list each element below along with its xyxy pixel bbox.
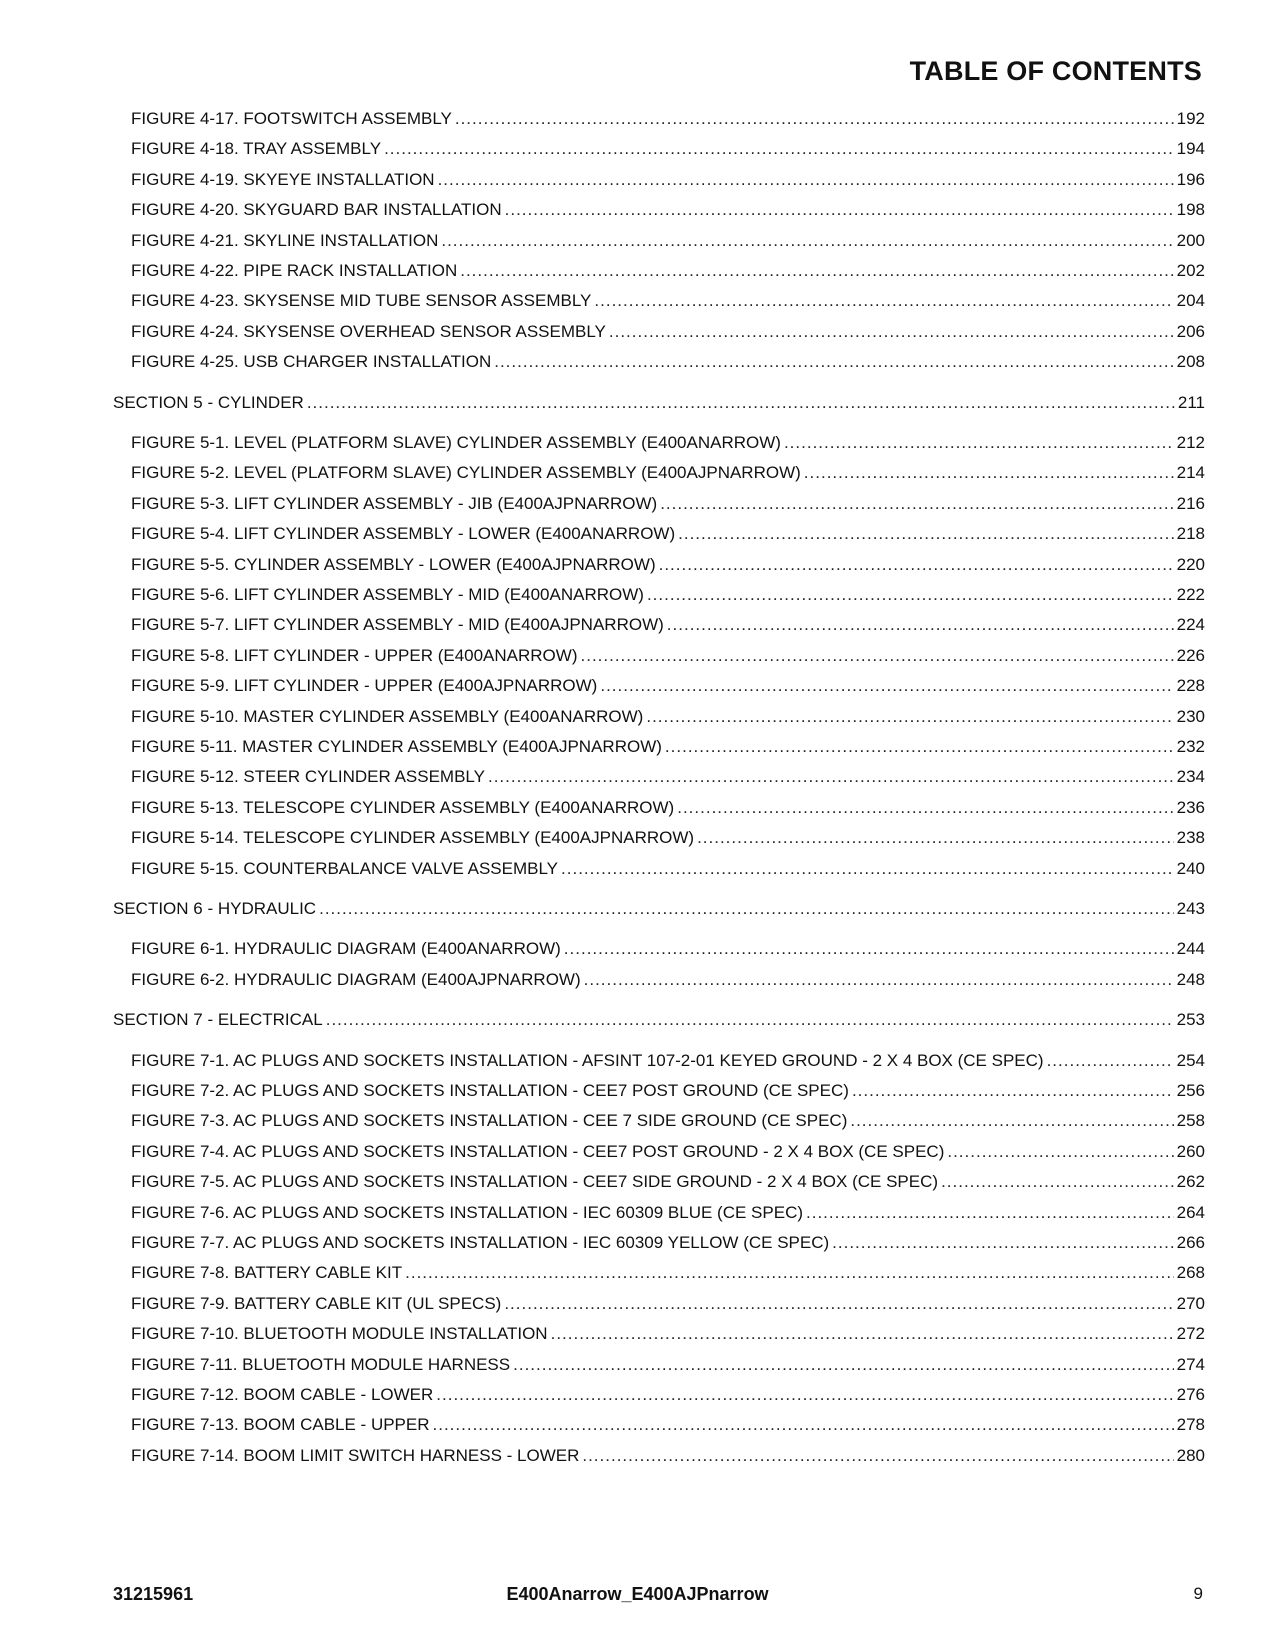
toc-section-entry[interactable] xyxy=(113,898,1205,920)
toc-entry-label: SECTION 6 - HYDRAULIC xyxy=(113,899,317,918)
toc-figure-entry[interactable] xyxy=(131,1293,1205,1315)
toc-entry-label: FIGURE 5-5. CYLINDER ASSEMBLY - LOWER (E400AJPNARROW) xyxy=(131,554,656,574)
dot-leader xyxy=(436,1384,1173,1406)
toc-entry-page: 253 xyxy=(1176,1010,1205,1030)
toc-figure-entry[interactable] xyxy=(131,108,1205,130)
dot-leader xyxy=(438,169,1174,191)
toc-entry-label: FIGURE 7-14. BOOM LIMIT SWITCH HARNESS - LOWER xyxy=(131,1445,580,1465)
toc-entry-label: FIGURE 5-2. LEVEL (PLATFORM SLAVE) CYLINDER ASSEMBLY (E400AJPNARROW) xyxy=(131,463,801,483)
dot-leader xyxy=(594,290,1173,312)
toc-entry-page: 254 xyxy=(1176,1050,1205,1070)
toc-entry-label: FIGURE 5-3. LIFT CYLINDER ASSEMBLY - JIB (E400AJPNARROW) xyxy=(131,493,658,513)
toc-entry-label: FIGURE 4-23. SKYSENSE MID TUBE SENSOR ASSEMBLY xyxy=(131,291,592,311)
toc-figure-entry[interactable] xyxy=(131,938,1205,960)
toc-entry-label: FIGURE 5-13. TELESCOPE CYLINDER ASSEMBLY (E400ANARROW) xyxy=(131,797,675,817)
toc-entry-label: FIGURE 5-1. LEVEL (PLATFORM SLAVE) CYLINDER ASSEMBLY (E400ANARROW) xyxy=(131,433,781,452)
toc-entry-page: 258 xyxy=(1176,1111,1205,1131)
toc-entry-page: 280 xyxy=(1176,1445,1205,1465)
toc-entry-page: 248 xyxy=(1176,969,1205,989)
toc-entry-label: FIGURE 6-2. HYDRAULIC DIAGRAM (E400AJPNARROW) xyxy=(131,969,581,989)
toc-entry-page: 218 xyxy=(1176,524,1205,544)
toc-entry-label: FIGURE 7-10. BLUETOOTH MODULE INSTALLATION xyxy=(131,1324,548,1344)
toc-entry-page: 264 xyxy=(1176,1202,1205,1222)
dot-leader xyxy=(326,1009,1174,1031)
toc-entry-label: FIGURE 6-1. HYDRAULIC DIAGRAM (E400ANARROW) xyxy=(131,939,561,959)
toc-figure-entry[interactable] xyxy=(131,1050,1205,1072)
toc-entry-label: FIGURE 5-15. COUNTERBALANCE VALVE ASSEMBLY xyxy=(131,858,559,878)
toc-figure-entry[interactable] xyxy=(131,321,1205,343)
dot-leader xyxy=(494,351,1173,373)
dot-leader xyxy=(806,1202,1174,1224)
toc-entry-page: 220 xyxy=(1176,554,1205,574)
toc-entry-page: 212 xyxy=(1176,433,1205,452)
toc-entry-page: 244 xyxy=(1176,939,1205,959)
toc-entry-label: FIGURE 4-24. SKYSENSE OVERHEAD SENSOR ASSEMBLY xyxy=(131,321,606,341)
dot-leader xyxy=(581,645,1174,667)
dot-leader xyxy=(609,321,1174,343)
toc-figure-entry[interactable] xyxy=(131,1232,1205,1254)
toc-entry-page: 194 xyxy=(1176,139,1205,159)
toc-entry-page: 276 xyxy=(1176,1385,1205,1404)
toc-entry-page: 196 xyxy=(1176,169,1205,189)
toc-figure-entry[interactable] xyxy=(131,1384,1205,1406)
toc-entry-label: FIGURE 5-9. LIFT CYLINDER - UPPER (E400AJPNARROW) xyxy=(131,676,598,696)
toc-entry-page: 272 xyxy=(1176,1324,1205,1344)
toc-figure-entry[interactable] xyxy=(131,138,1205,160)
toc-entry-page: 274 xyxy=(1176,1354,1205,1374)
toc-figure-entry[interactable] xyxy=(131,969,1205,991)
toc-entry-label: FIGURE 5-7. LIFT CYLINDER ASSEMBLY - MID (E400AJPNARROW) xyxy=(131,615,664,635)
dot-leader xyxy=(307,392,1175,414)
toc-entry-label: FIGURE 5-10. MASTER CYLINDER ASSEMBLY (E400ANARROW) xyxy=(131,706,644,726)
toc-entry-page: 226 xyxy=(1176,645,1205,665)
toc-entry-page: 192 xyxy=(1176,109,1205,128)
toc-entry-label: FIGURE 7-5. AC PLUGS AND SOCKETS INSTALLATION - CEE7 SIDE GROUND - 2 X 4 BOX (CE SPEC) xyxy=(131,1172,939,1192)
toc-figure-entry[interactable] xyxy=(131,858,1205,880)
toc-figure-entry[interactable] xyxy=(131,1445,1205,1467)
toc-section-entry[interactable] xyxy=(113,392,1205,414)
dot-leader xyxy=(384,138,1174,160)
toc-entry-label: FIGURE 5-12. STEER CYLINDER ASSEMBLY xyxy=(131,767,485,787)
toc-entry-page: 238 xyxy=(1176,828,1205,848)
toc-entry-page: 200 xyxy=(1176,230,1205,250)
toc-figure-entry[interactable] xyxy=(131,706,1205,728)
toc-entry-page: 234 xyxy=(1176,767,1205,787)
toc-figure-entry[interactable] xyxy=(131,736,1205,758)
footer-page-number: 9 xyxy=(1193,1584,1203,1603)
toc-figure-entry[interactable] xyxy=(131,675,1205,697)
toc-figure-entry[interactable] xyxy=(131,1262,1205,1284)
dot-leader xyxy=(647,584,1174,606)
dot-leader xyxy=(564,938,1174,960)
toc-entry-page: 198 xyxy=(1176,200,1205,220)
dot-leader xyxy=(405,1262,1173,1284)
toc-entry-page: 202 xyxy=(1176,261,1205,280)
dot-leader xyxy=(513,1354,1174,1376)
toc-entry-label: FIGURE 5-14. TELESCOPE CYLINDER ASSEMBLY (E400AJPNARROW) xyxy=(131,828,695,848)
toc-entry-label: FIGURE 5-8. LIFT CYLINDER - UPPER (E400ANARROW) xyxy=(131,645,578,665)
toc-figure-entry[interactable] xyxy=(131,462,1205,484)
toc-figure-entry[interactable] xyxy=(131,169,1205,191)
toc-entry-page: 228 xyxy=(1176,676,1205,696)
toc-figure-entry[interactable] xyxy=(131,260,1205,282)
dot-leader xyxy=(504,1293,1173,1315)
toc-entry-label: FIGURE 4-20. SKYGUARD BAR INSTALLATION xyxy=(131,200,502,220)
footer-doc-number: 31215961 xyxy=(113,1584,194,1604)
toc-figure-entry[interactable] xyxy=(131,1202,1205,1224)
toc-entry-label: FIGURE 7-7. AC PLUGS AND SOCKETS INSTALLATION - IEC 60309 YELLOW (CE SPEC) xyxy=(131,1233,830,1252)
toc-figure-entry[interactable] xyxy=(131,493,1205,515)
toc-entry-label: FIGURE 4-22. PIPE RACK INSTALLATION xyxy=(131,261,458,280)
dot-leader xyxy=(455,108,1174,130)
dot-leader xyxy=(947,1141,1173,1163)
toc-entry-label: FIGURE 7-2. AC PLUGS AND SOCKETS INSTALLATION - CEE7 POST GROUND (CE SPEC) xyxy=(131,1081,849,1100)
toc-entry-label: FIGURE 7-12. BOOM CABLE - LOWER xyxy=(131,1385,434,1404)
dot-leader xyxy=(678,523,1174,545)
toc-figure-entry[interactable] xyxy=(131,1323,1205,1345)
toc-entry-label: FIGURE 4-17. FOOTSWITCH ASSEMBLY xyxy=(131,109,452,128)
toc-entry-label: FIGURE 7-6. AC PLUGS AND SOCKETS INSTALLATION - IEC 60309 BLUE (CE SPEC) xyxy=(131,1202,804,1222)
dot-leader xyxy=(832,1232,1173,1254)
dot-leader xyxy=(600,675,1173,697)
toc-entry-label: FIGURE 4-25. USB CHARGER INSTALLATION xyxy=(131,352,492,372)
toc-entry-page: 240 xyxy=(1176,858,1205,878)
toc-entry-page: 214 xyxy=(1176,463,1205,483)
toc-figure-entry[interactable] xyxy=(131,766,1205,788)
toc-entry-page: 208 xyxy=(1176,352,1205,372)
toc-entry-label: FIGURE 7-1. AC PLUGS AND SOCKETS INSTALLATION - AFSINT 107-2-01 KEYED GROUND - 2 X 4 BOX (CE SPEC) xyxy=(131,1050,1044,1070)
toc-figure-entry[interactable] xyxy=(131,645,1205,667)
dot-leader xyxy=(582,1445,1173,1467)
toc-figure-entry[interactable] xyxy=(131,523,1205,545)
dot-leader xyxy=(319,898,1174,920)
toc-figure-entry[interactable] xyxy=(131,1080,1205,1102)
toc-figure-entry[interactable] xyxy=(131,1354,1205,1376)
dot-leader xyxy=(659,554,1174,576)
toc-entry-label: FIGURE 4-18. TRAY ASSEMBLY xyxy=(131,139,382,159)
dot-leader xyxy=(561,858,1174,880)
toc-figure-entry[interactable] xyxy=(131,614,1205,636)
toc-entry-page: 260 xyxy=(1176,1141,1205,1161)
toc-entry-page: 243 xyxy=(1176,899,1205,918)
toc-figure-entry[interactable] xyxy=(131,827,1205,849)
page-title: TABLE OF CONTENTS xyxy=(909,56,1202,86)
dot-leader xyxy=(697,827,1174,849)
toc-entry-label: FIGURE 4-19. SKYEYE INSTALLATION xyxy=(131,169,435,189)
toc-entry-page: 204 xyxy=(1176,291,1205,311)
toc-figure-entry[interactable] xyxy=(131,432,1205,454)
toc-figure-entry[interactable] xyxy=(131,290,1205,312)
dot-leader xyxy=(1047,1050,1174,1072)
toc-entry-page: 236 xyxy=(1176,797,1205,817)
toc-entry-label: FIGURE 7-4. AC PLUGS AND SOCKETS INSTALLATION - CEE7 POST GROUND - 2 X 4 BOX (CE SPEC) xyxy=(131,1141,945,1161)
dot-leader xyxy=(804,462,1174,484)
dot-leader xyxy=(784,432,1174,454)
dot-leader xyxy=(941,1171,1174,1193)
dot-leader xyxy=(850,1110,1173,1132)
toc-entry-label: FIGURE 7-3. AC PLUGS AND SOCKETS INSTALLATION - CEE 7 SIDE GROUND (CE SPEC) xyxy=(131,1111,848,1131)
toc-figure-entry[interactable] xyxy=(131,554,1205,576)
toc-entry-page: 230 xyxy=(1176,706,1205,726)
toc-figure-entry[interactable] xyxy=(131,1171,1205,1193)
toc-entry-page: 262 xyxy=(1176,1172,1205,1192)
toc-entry-page: 266 xyxy=(1176,1233,1205,1252)
dot-leader xyxy=(660,493,1173,515)
toc-figure-entry[interactable] xyxy=(131,230,1205,252)
toc-figure-entry[interactable] xyxy=(131,199,1205,221)
toc-section-entry[interactable] xyxy=(113,1009,1205,1031)
toc-entry-label: SECTION 7 - ELECTRICAL xyxy=(113,1010,323,1030)
toc-entry-label: FIGURE 4-21. SKYLINE INSTALLATION xyxy=(131,230,439,250)
dot-leader xyxy=(665,736,1174,758)
toc-figure-entry[interactable] xyxy=(131,1110,1205,1132)
dot-leader xyxy=(667,614,1174,636)
dot-leader xyxy=(551,1323,1174,1345)
toc-entry-page: 268 xyxy=(1176,1263,1205,1283)
dot-leader xyxy=(441,230,1173,252)
toc-figure-entry[interactable] xyxy=(131,1141,1205,1163)
toc-entry-page: 216 xyxy=(1176,493,1205,513)
dot-leader xyxy=(433,1414,1174,1436)
dot-leader xyxy=(488,766,1174,788)
toc-entry-page: 224 xyxy=(1176,615,1205,635)
toc-entry-label: FIGURE 5-4. LIFT CYLINDER ASSEMBLY - LOWER (E400ANARROW) xyxy=(131,524,676,544)
toc-figure-entry[interactable] xyxy=(131,797,1205,819)
toc-entry-page: 232 xyxy=(1176,737,1205,756)
toc-entry-label: FIGURE 7-9. BATTERY CABLE KIT (UL SPECS) xyxy=(131,1293,502,1313)
dot-leader xyxy=(505,199,1174,221)
toc-entry-label: FIGURE 7-13. BOOM CABLE - UPPER xyxy=(131,1415,430,1435)
toc-figure-entry[interactable] xyxy=(131,1414,1205,1436)
toc-entry-label: FIGURE 5-11. MASTER CYLINDER ASSEMBLY (E400AJPNARROW) xyxy=(131,737,662,756)
dot-leader xyxy=(584,969,1174,991)
toc-entry-page: 256 xyxy=(1176,1081,1205,1100)
toc-entry-page: 211 xyxy=(1177,392,1205,412)
toc-entry-page: 270 xyxy=(1176,1293,1205,1313)
dot-leader xyxy=(460,260,1173,282)
toc-entry-label: FIGURE 5-6. LIFT CYLINDER ASSEMBLY - MID (E400ANARROW) xyxy=(131,585,644,604)
toc-entry-page: 222 xyxy=(1176,585,1205,604)
toc-figure-entry[interactable] xyxy=(131,584,1205,606)
dot-leader xyxy=(677,797,1173,819)
toc-entry-page: 206 xyxy=(1176,321,1205,341)
toc-entry-label: FIGURE 7-11. BLUETOOTH MODULE HARNESS xyxy=(131,1354,511,1374)
toc-entry-label: SECTION 5 - CYLINDER xyxy=(113,392,304,412)
dot-leader xyxy=(852,1080,1174,1102)
toc-figure-entry[interactable] xyxy=(131,351,1205,373)
toc-entry-page: 278 xyxy=(1176,1415,1205,1435)
footer-model: E400Anarrow_E400AJPnarrow xyxy=(506,1584,769,1604)
dot-leader xyxy=(646,706,1173,728)
toc-entry-label: FIGURE 7-8. BATTERY CABLE KIT xyxy=(131,1263,403,1283)
